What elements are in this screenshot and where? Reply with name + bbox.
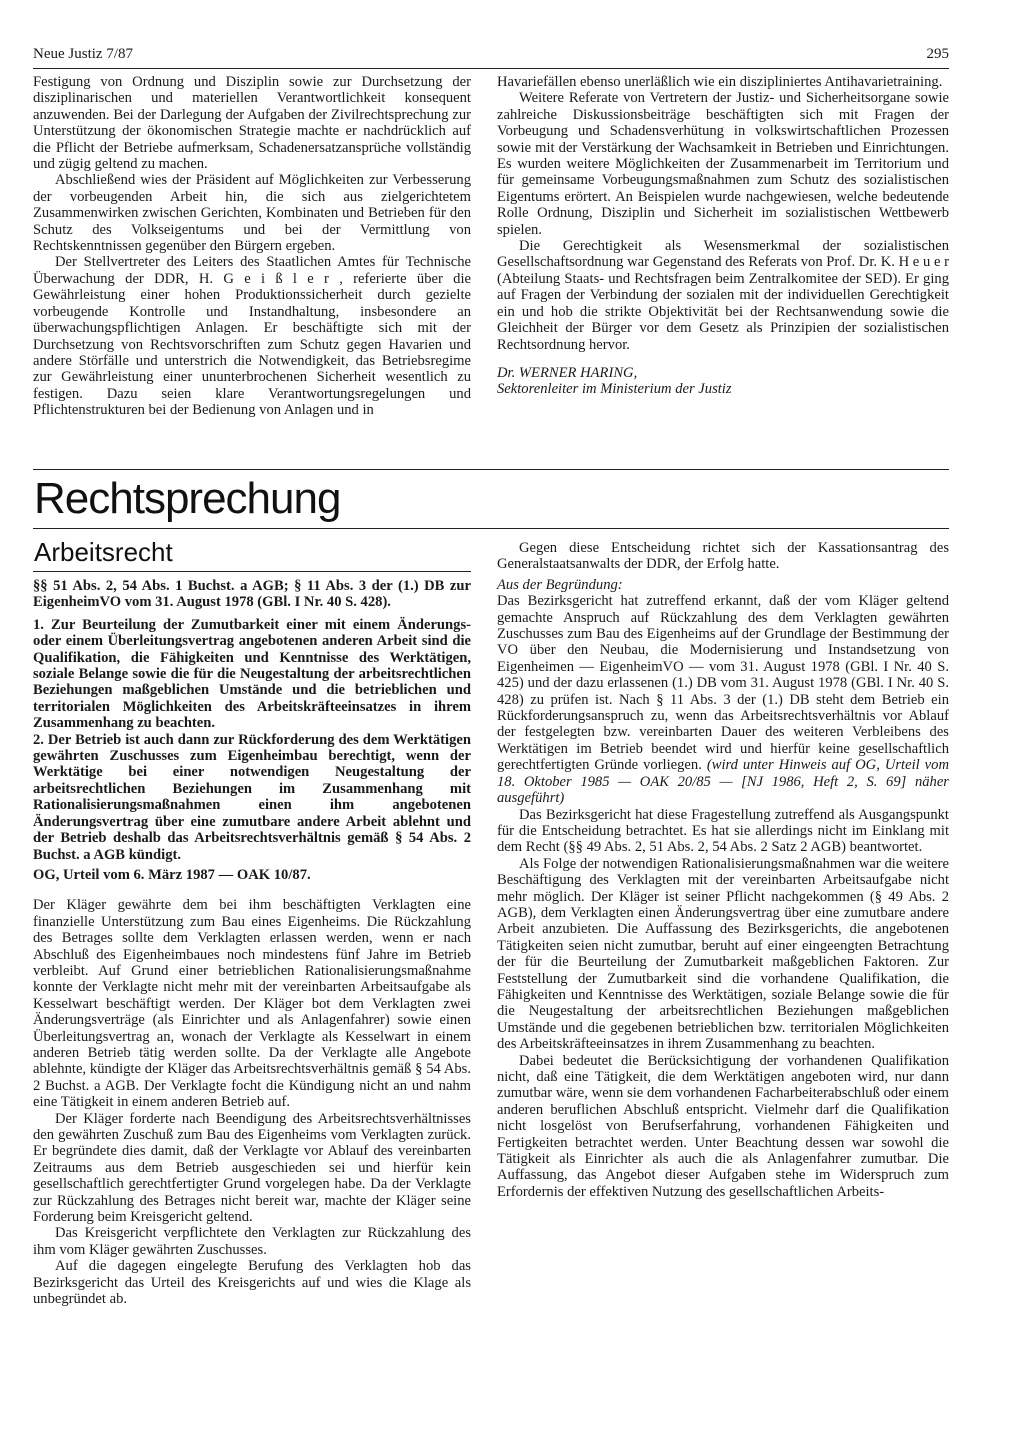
facts-paragraph: Der Kläger forderte nach Beendigung des Arbeitsrechtsverhältnisses den gewährten Zuschuß zum Bau des Eigenheims vom Verklagten zurück. Er begründete dies damit, daß der Verklagte vor Ablauf des vereinbarten Zeitraums aus dem Betrieb ausgeschieden sei und hierfür kein gesellschaftlich gerechtfertigter Grund vorgelegen habe. Da der Verklagte zur Rückzahlung des Betrages nicht bereit war, machte der Kläger seine Forderung beim Kreisgericht geltend. [33,1110,471,1226]
facts-paragraph: Der Kläger gewährte dem bei ihm beschäftigten Verklagten eine finanzielle Unterstützung zum Bau eines Eigenheims. Die Rückzahlung des Betrages sollte dem Verklagten erlassen werden, wenn er nach Abschluß des Eigenheimbaues noch mindestens fünf Jahre im Betrieb verbleibt. Auf Grund einer betrieblichen Rationalisierungsmaßnahme konnte der Verklagte nicht mehr mit der vereinbarten Arbeitsaufgabe als Kesselwart beschäftigt werden. Der Kläger bot dem Verklagten zwei Änderungsverträge (als Einrichter und als Anlagenfahrer) sowie einen Überleitungsvertrag an, wonach der Verklagte als Kesselwart in einem anderen Betrieb tätig werden sollte. Da der Verklagte alle Angebote ablehnte, kündigte der Kläger das Arbeitsrechtsverhältnis gemäß § 54 Abs. 2 Buchst. a AGB. Der Verklagte focht die Kündigung nicht an und nahm eine Tätigkeit in einem anderen Betrieb auf. [33,897,471,1111]
section-subtitle: Arbeitsrecht [34,537,173,567]
reasons-paragraph: Dabei bedeutet die Berücksichtigung der vorhandenen Qualifikation nicht, daß eine Tätigkeit, die dem Werktätigen angeboten wird, nur dann zumutbar wäre, wenn sie dem vorhandenen Facharbeiterabschluß oder einem anderen beruflichen Abschluß entspricht. Vielmehr darf die Qualifikation nicht losgelöst von Berufserfahrung, vorhandenen Fähigkeiten und Fertigkeiten betrachtet werden. Unter Beachtung dessen war sowohl die Tätigkeit als Einrichter als auch die als Anlagenfahrer zumutbar. Die Auffassung, das Angebot dieser Aufgaben stehe im Widerspruch zum Erfordernis der effektiven Nutzung des gesellschaftlichen Arbeits- [497,1052,949,1200]
facts-paragraph: Das Kreisgericht verpflichtete den Verklagten zur Rückzahlung des ihm vom Kläger gewährten Zuschusses. [33,1225,471,1258]
decision-column-right [497,540,949,1200]
decision-column-left [33,578,471,1307]
headnote-point-1: 1. Zur Beurteilung der Zumutbarkeit einer mit einem Änderungs- oder einem Überleitungsvertrag angebotenen anderen Arbeit sind die Qualifikation, die Fähigkeiten und Kenntnisse des Werktätigen, soziale Belange sowie die für die Neugestaltung der arbeitsrechtlichen Beziehungen maßgeblichen Umstände und die betrieblichen und territorialen Möglichkeiten des Arbeitskräfteeinsatzes in ihrem Zusammenhang zu beachten. [33,616,471,732]
author-name: Dr. WERNER HARING, [497,364,638,381]
reasons-heading: Aus der Begründung: [497,576,623,593]
report-paragraph: Havariefällen ebenso unerläßlich wie ein diszipliniertes Antihavarietraining. [497,74,943,90]
report-paragraph: Weitere Referate von Vertretern der Justiz- und Sicherheitsorgane sowie zahlreiche Diskussionsbeiträge beschäftigten sich mit Fragen der Vorbeugung und Schadensverhütung in volkswirtschaftlichen Prozessen sowie mit der Verstärkung der Wachsamkeit in Betrieben und Einrichtungen. Es wurden weitere Möglichkeiten der Zusammenarbeit im Territorium und für gemeinsame Vorbeugungsmaßnahmen zum Schutz des sozialistischen Eigentums erörtert. An Beispielen wurde nachgewiesen, welche bedeutende Rolle Ordnung, Disziplin und Sicherheit im sozialistischen Wettbewerb spielen. [497,90,949,238]
reasons-paragraph: Das Bezirksgericht hat diese Fragestellung zutreffend als Ausgangspunkt für die Entscheidung betrachtet. Es hat sie allerdings nicht im Einklang mit dem Recht (§§ 49 Abs. 2, 51 Abs. 2, 54 Abs. 2 Satz 2 AGB) beantwortet. [497,806,949,856]
court-reference: OG, Urteil vom 6. März 1987 — OAK 10/87. [33,866,311,883]
cassation-paragraph: Gegen diese Entscheidung richtet sich der Kassationsantrag des Generalstaatsanwalts der DDR, der Erfolg hatte. [497,540,949,573]
headnote-citation: §§ 51 Abs. 2, 54 Abs. 1 Buchst. a AGB; § 11 Abs. 3 der (1.) DB zur EigenheimVO vom 31. August 1978 (GBl. I Nr. 40 S. 428). [33,578,471,611]
report-paragraph: Der Stellvertreter des Leiters des Staatlichen Amtes für Technische Überwachung der DDR, H. G e i ß l e r , referierte über die Gewährleistung einer hohen Produktionssicherheit durch gezielte vorbeugende Kontrolle und Instandhaltung, insbesondere an überwachungspflichtigen Anlagen. Er beschäftigte sich mit der Durchsetzung von Rechtsvorschriften zum Schutz gegen Havarien und andere Störfälle und unterstrich die Notwendigkeit, das Betriebsregime zur Gewährleistung einer ununterbrochenen Sicherheit wesentlich zu festigen. Dazu seien klare Verantwortungsregelungen und Pflichtenstrukturen bei der Bedienung von Anlagen und in [33,254,471,419]
report-column-right [497,74,949,398]
headnote-point-2: 2. Der Betrieb ist auch dann zur Rückforderung des dem Werktätigen gewährten Zuschusses zum Eigenheimbau berechtigt, wenn der Werktätige bei einer notwendigen Neugestaltung der arbeitsrechtlichen Beziehungen im Zusammenhang mit Rationalisierungsmaßnahmen einen ihm angebotenen Änderungsvertrag über eine zumutbare andere Arbeit ablehnt und der Betrieb deshalb das Arbeitsrechtsverhältnis gemäß § 54 Abs. 2 Buchst. a AGB kündigt. [33,731,471,863]
section-title: Rechtsprechung [34,474,341,523]
reasons-paragraph: Als Folge der notwendigen Rationalisierungsmaßnahmen war die weitere Beschäftigung des Verklagten mit der vereinbarten Arbeitsaufgabe nicht mehr möglich. Der Kläger ist seiner Pflicht nachgekommen (§ 49 Abs. 2 AGB), dem Verklagten einen Änderungsvertrag über eine zumutbare andere Arbeit anzubieten. Die Auffassung des Bezirksgerichts, die angebotenen Tätigkeiten seien nicht zumutbar, beruht auf einer eingeengten Betrachtung der für die Beurteilung der Zumutbarkeit maßgeblichen Faktoren. Zur Feststellung der Zumutbarkeit sind die vorhandene Qualifikation, die Fähigkeiten und Kenntnisse des Werktätigen, soziale Belange sowie die für die Neugestaltung der arbeitsrechtlichen Beziehungen maßgeblichen Umstände und die gegebenen betrieblichen bzw. territorialen Möglichkeiten des Arbeitskräfteeinsatzes in ihrem Zusammenhang zu beachten. [497,855,949,1053]
reasons-paragraph [497,593,949,806]
running-header [33,46,949,68]
report-paragraph: Die Gerechtigkeit als Wesensmerkmal der sozialistischen Gesellschaftsordnung war Gegenstand des Referats von Prof. Dr. K. H e u e r (Abteilung Staats- und Rechtsfragen beim Zentralkomitee der SED). Er ging auf Fragen der Verbindung der sozialen mit der individuellen Gerechtigkeit ein und hob die strikte Objektivität bei der Rechtsanwendung sowie die Gleichheit der Bürger vor dem Gesetz als Prinzipien der sozialistischen Rechtsordnung hervor. [497,238,949,353]
section-rule [33,469,949,470]
reasons-text: Das Bezirksgericht hat zutreffend erkannt, daß der vom Kläger geltend gemachte Anspruch auf Rückzahlung des dem Verklagten gewährten Zuschusses zum Bau des Eigenheims auf der Grundlage der Bestimmung der VO über den Neubau, die Modernisierung und Instandsetzung von Eigenheimen — EigenheimVO — vom 31. August 1978 (GBl. I Nr. 40 S. 425) und der dazu erlassenen (1.) DB vom 31. August 1978 (GBl. I Nr. 40 S. 428) zu prüfen ist. Nach § 11 Abs. 3 der (1.) DB steht dem Betrieb ein Rückforderungsanspruch zu, wenn das Arbeitsrechtsverhältnis vor Ablauf der festgelegten bzw. vereinbarten Dauer des weiteren Verbleibens des Werktätigen im Betrieb beendet wird und hierfür keine gesellschaftlich gerechtfertigten Gründe vorliegen. [497,593,949,774]
subtitle-rule [33,571,471,572]
author-role: Sektorenleiter im Ministerium der Justiz [497,381,732,398]
page-number: 295 [926,46,949,62]
report-paragraph: Festigung von Ordnung und Disziplin sowie zur Durchsetzung der disziplinarischen und materiellen Verantwortlichkeit konsequent anzuwenden. Bei der Darlegung der Aufgaben der Zivilrechtsprechung zur Unterstützung der ökonomischen Strategie machte er nachdrücklich auf die Pflicht der Betriebe aufmerksam, Schadenersatzansprüche vollständig und zügig geltend zu machen. [33,74,471,173]
header-rule [33,68,949,69]
report-paragraph: Abschließend wies der Präsident auf Möglichkeiten zur Verbesserung der vorbeugenden Arbeit hin, die sich aus zielgerichtetem Zusammenwirken zwischen Gerichten, Kombinaten und Betrieben für den Schutz des Volkseigentums und bei der Vermittlung von Rechtskenntnissen gegenüber den Bürgern ergeben. [33,172,471,255]
facts-paragraph: Auf die dagegen eingelegte Berufung des Verklagten hob das Bezirksgericht das Urteil des Kreisgerichts auf und wies die Klage als unbegründet ab. [33,1258,471,1308]
title-rule [33,528,949,529]
report-column-left [33,74,471,419]
reasons-reference: (wird unter Hinweis auf OG, Urteil vom 18. Oktober 1985 — OAK 20/85 — [NJ 1986, Heft 2, S. 69] näher ausgeführt) [497,757,949,807]
journal-issue: Neue Justiz 7/87 [33,46,133,62]
